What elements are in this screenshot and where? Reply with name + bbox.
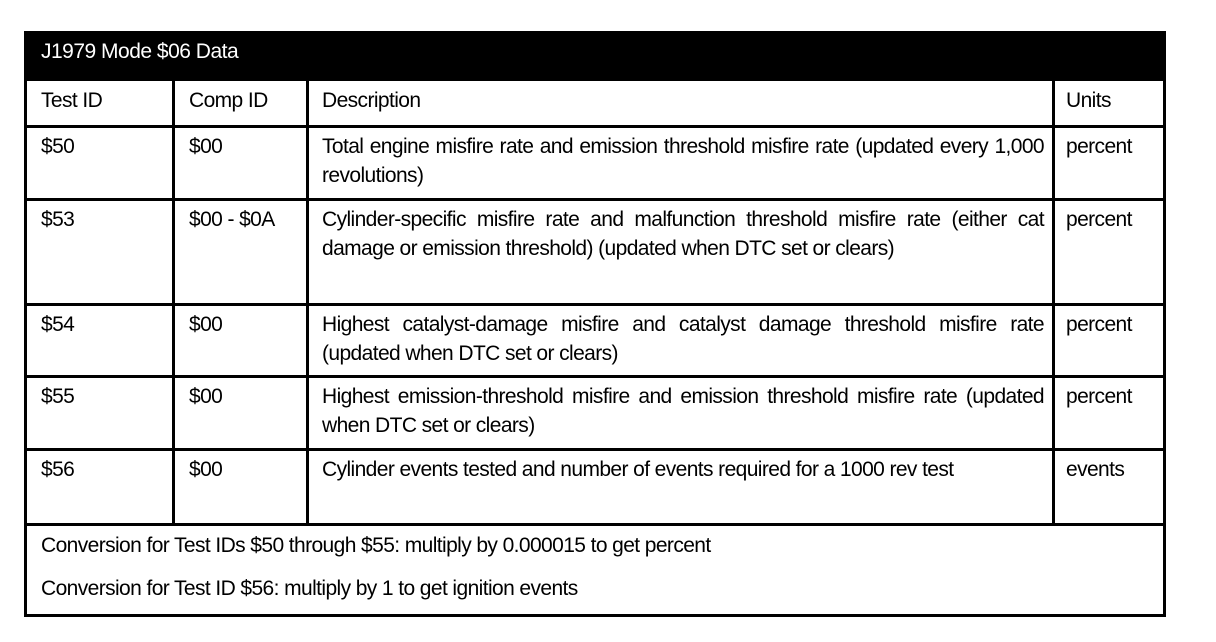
description-cell: Total engine misfire rate and emission threshold misfire rate (updated every 1,000 revolutions) xyxy=(306,128,1052,198)
units-cell: percent xyxy=(1052,306,1166,375)
conversion-notes xyxy=(27,526,1163,603)
table-row xyxy=(27,306,1163,378)
description-cell: Highest emission-threshold misfire and emission threshold misfire rate (updated when DTC set or clears) xyxy=(306,378,1052,448)
test-id-cell: $53 xyxy=(41,208,75,231)
table-row xyxy=(27,451,1163,526)
comp-id-cell: $00 - $0A xyxy=(172,201,306,303)
column-header-test-id: Test ID xyxy=(41,89,103,112)
comp-id-cell: $00 xyxy=(172,128,306,198)
conversion-note-percent: Conversion for Test IDs $50 through $55: multiply by 0.000015 to get percent xyxy=(41,534,711,557)
comp-id-cell: $00 xyxy=(172,378,306,448)
test-id-cell: $56 xyxy=(41,458,75,481)
conversion-note-events: Conversion for Test ID $56: multiply by 1 to get ignition events xyxy=(41,577,578,600)
units-cell: percent xyxy=(1052,201,1166,303)
column-header-description: Description xyxy=(306,81,1052,125)
test-id-cell: $55 xyxy=(41,385,75,408)
table-header-row xyxy=(27,81,1163,128)
column-header-comp-id: Comp ID xyxy=(172,81,306,125)
description-cell: Cylinder-specific misfire rate and malfunction threshold misfire rate (either cat damage or emission threshold) (updated when DTC set or clears) xyxy=(306,201,1052,303)
test-id-cell: $50 xyxy=(41,135,75,158)
units-cell: events xyxy=(1052,451,1166,523)
table-row xyxy=(27,201,1163,306)
comp-id-cell: $00 xyxy=(172,451,306,523)
table-row xyxy=(27,128,1163,201)
description-cell: Cylinder events tested and number of events required for a 1000 rev test xyxy=(306,451,1052,523)
units-cell: percent xyxy=(1052,128,1166,198)
table-grid xyxy=(27,81,1163,526)
units-cell: percent xyxy=(1052,378,1166,448)
column-header-units: Units xyxy=(1052,81,1166,125)
description-cell: Highest catalyst-damage misfire and catalyst damage threshold misfire rate (updated when DTC set or clears) xyxy=(306,306,1052,375)
comp-id-cell: $00 xyxy=(172,306,306,375)
table-title: J1979 Mode $06 Data xyxy=(27,34,1163,81)
table-row xyxy=(27,378,1163,451)
test-id-cell: $54 xyxy=(41,313,75,336)
mode06-data-table xyxy=(24,31,1166,617)
